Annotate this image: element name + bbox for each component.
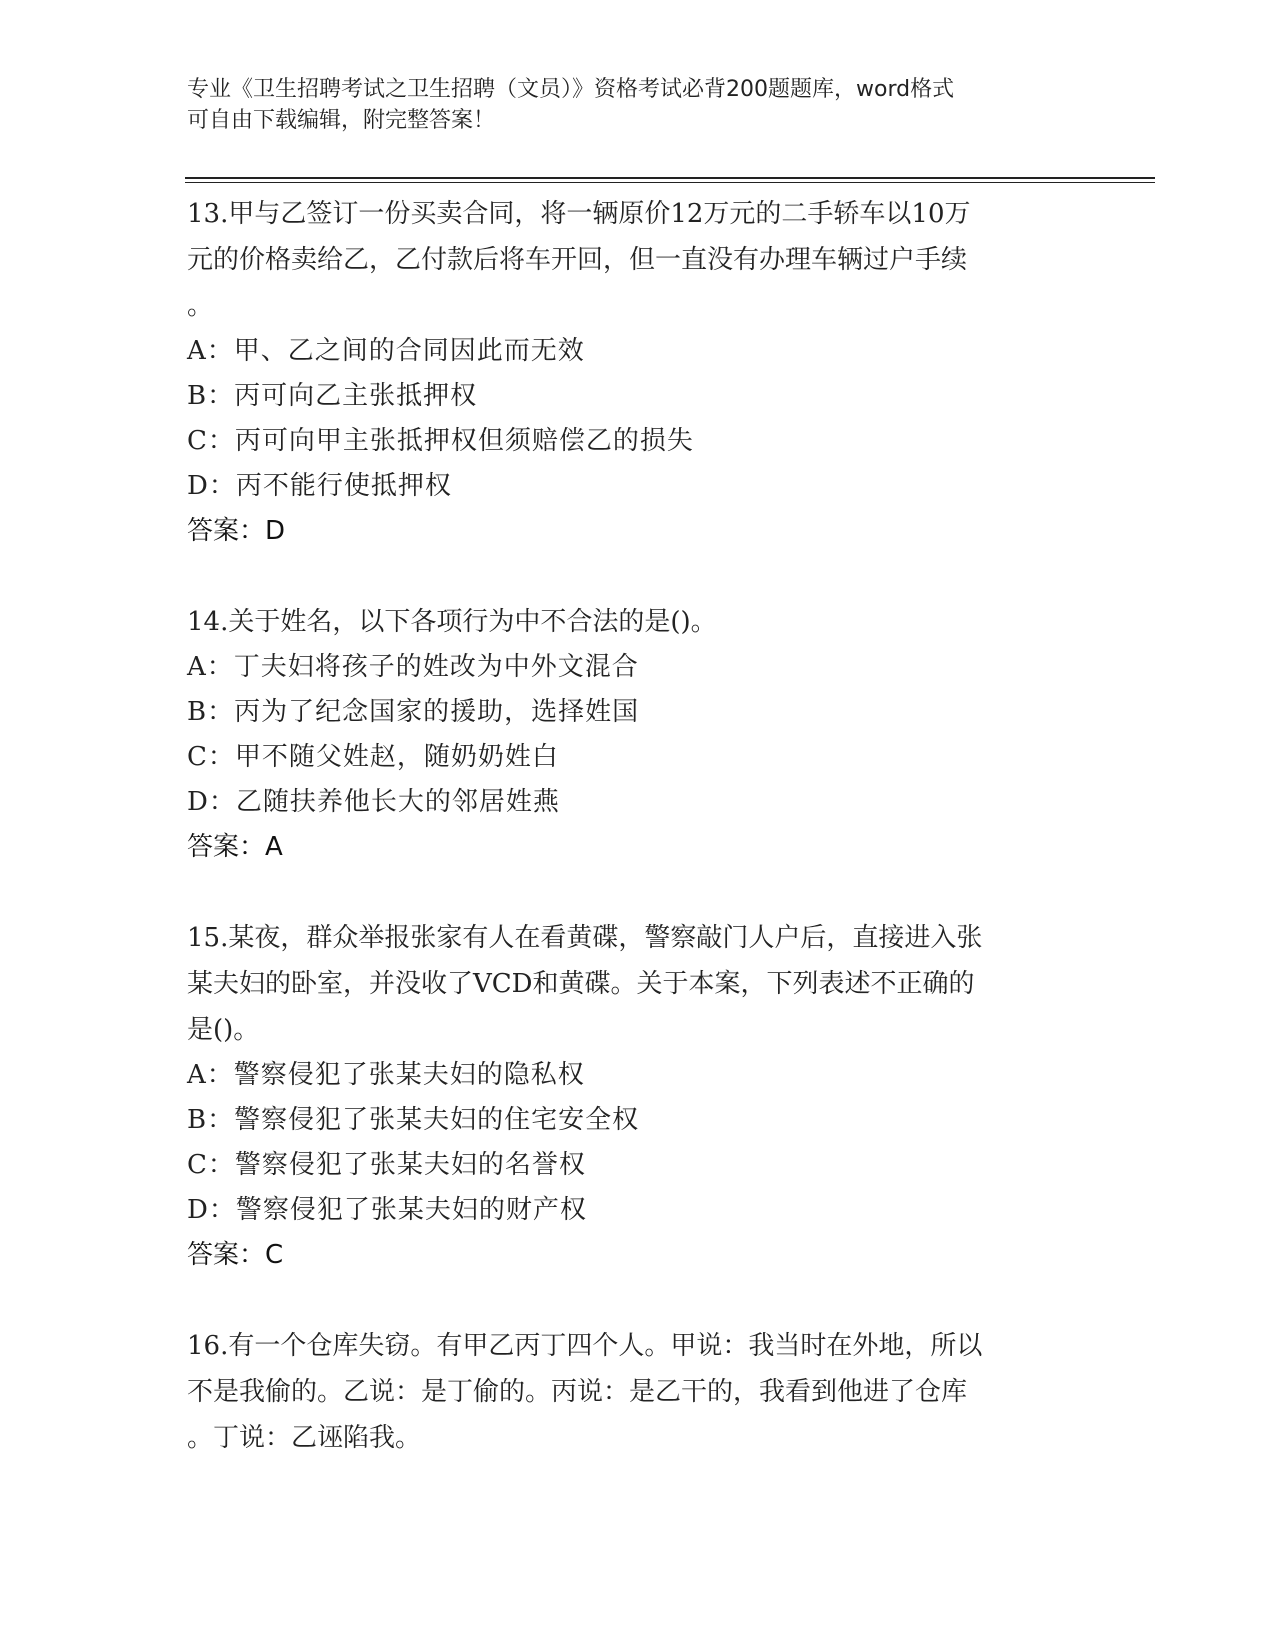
question-14-stem-line-1: 14.关于姓名，以下各项行为中不合法的是()。 <box>187 607 717 637</box>
question-14 <box>187 599 1087 870</box>
spacer <box>187 1278 1087 1323</box>
question-13-stem-line-3: 。 <box>187 291 214 321</box>
question-13-option-d: D：丙不能行使抵押权 <box>187 471 452 501</box>
question-14-answer: 答案：A <box>187 832 283 862</box>
question-16-stem-line-2: 不是我偷的。乙说：是丁偷的。丙说：是乙干的，我看到他进了仓库 <box>187 1377 968 1407</box>
question-13-stem-line-1: 13.甲与乙签订一份买卖合同，将一辆原价12万元的二手轿车以10万 <box>187 199 971 229</box>
question-15-option-d: D：警察侵犯了张某夫妇的财产权 <box>187 1195 587 1225</box>
question-13 <box>187 191 1087 554</box>
spacer <box>187 554 1087 599</box>
question-list <box>187 191 1087 1461</box>
question-13-option-b: B：丙可向乙主张抵押权 <box>187 381 478 411</box>
question-15-stem-line-3: 是()。 <box>187 1015 260 1045</box>
header-divider-thick <box>185 177 1155 179</box>
question-16-stem-line-3: 。丁说：乙诬陷我。 <box>187 1423 422 1453</box>
question-15-option-a: A：警察侵犯了张某夫妇的隐私权 <box>187 1060 585 1090</box>
question-13-stem-line-2: 元的价格卖给乙，乙付款后将车开回，但一直没有办理车辆过户手续 <box>187 245 968 275</box>
question-13-option-c: C：丙可向甲主张抵押权但须赔偿乙的损失 <box>187 426 694 456</box>
header-divider-thin <box>185 182 1155 183</box>
question-15-option-c: C：警察侵犯了张某夫妇的名誉权 <box>187 1150 586 1180</box>
question-14-option-d: D：乙随扶养他长大的邻居姓燕 <box>187 787 560 817</box>
question-15-answer: 答案：C <box>187 1240 284 1270</box>
question-16-stem-line-1: 16.有一个仓库失窃。有甲乙丙丁四个人。甲说：我当时在外地，所以 <box>187 1331 983 1361</box>
document-header <box>187 74 1087 136</box>
question-14-option-c: C：甲不随父姓赵，随奶奶姓白 <box>187 742 559 772</box>
spacer <box>187 870 1087 915</box>
question-15-stem-line-2: 某夫妇的卧室，并没收了VCD和黄碟。关于本案，下列表述不正确的 <box>187 969 975 999</box>
question-15-option-b: B：警察侵犯了张某夫妇的住宅安全权 <box>187 1105 640 1135</box>
question-13-answer: 答案：D <box>187 516 286 546</box>
question-14-option-a: A：丁夫妇将孩子的姓改为中外文混合 <box>187 652 639 682</box>
question-15-stem-line-1: 15.某夜，群众举报张家有人在看黄碟，警察敲门人户后，直接进入张 <box>187 923 983 953</box>
question-16 <box>187 1323 1087 1461</box>
header-title-line-2: 可自由下载编辑，附完整答案！ <box>187 108 496 133</box>
header-title-line-1: 专业《卫生招聘考试之卫生招聘（文员）》资格考试必背200题题库，word格式 <box>187 77 955 102</box>
question-14-option-b: B：丙为了纪念国家的援助，选择姓国 <box>187 697 640 727</box>
question-15 <box>187 915 1087 1278</box>
question-13-option-a: A：甲、乙之间的合同因此而无效 <box>187 336 585 366</box>
